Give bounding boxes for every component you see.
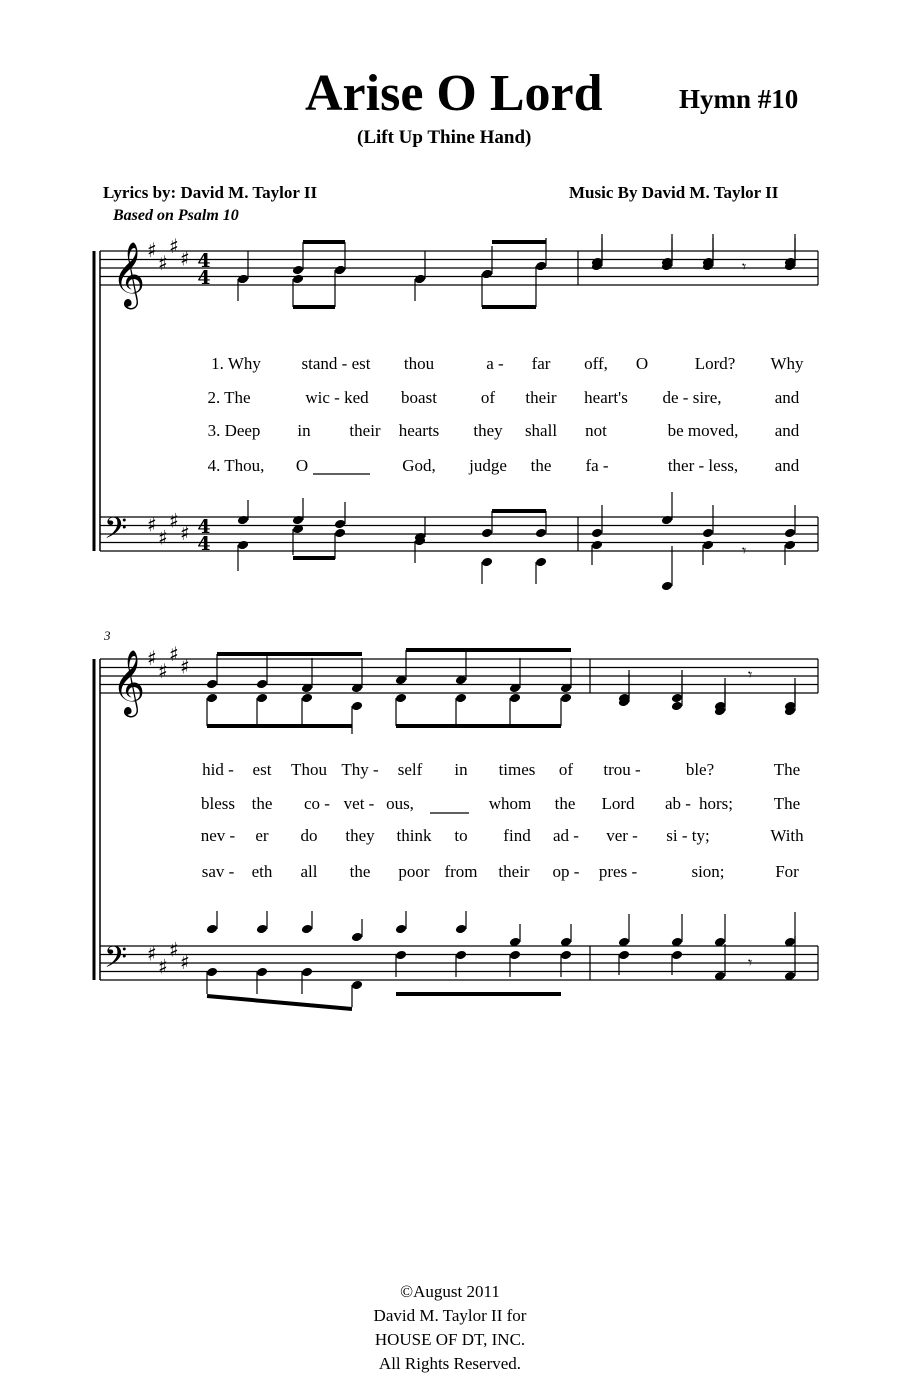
notehead <box>535 261 547 272</box>
lyric-syllable: Why <box>770 354 804 373</box>
notehead <box>455 950 467 961</box>
sharp-icon: ♯ <box>169 508 179 533</box>
lyric-syllable: judge <box>469 456 507 475</box>
notehead <box>535 557 547 568</box>
hymn-title: Arise O Lord <box>305 65 603 122</box>
notehead <box>301 924 313 935</box>
sharp-icon: ♯ <box>169 641 179 666</box>
lyric-syllable: a - <box>486 354 504 373</box>
lyric-syllable: eth <box>251 862 273 881</box>
notehead <box>334 528 346 539</box>
bass-clef-icon: 𝄢 <box>104 512 128 554</box>
lyric-syllable: nev - <box>200 826 236 845</box>
hymn-number: Hymn #10 <box>679 84 799 114</box>
notehead <box>702 528 714 539</box>
time-signature-bottom: 4 <box>197 267 211 289</box>
lyric-syllable: not <box>585 421 607 440</box>
notehead <box>671 693 683 704</box>
eighth-rest-icon: 𝄾 <box>748 665 753 684</box>
notehead <box>560 950 572 961</box>
lyric-syllable: With <box>770 826 804 845</box>
notehead <box>702 540 714 551</box>
lyric-syllable: 4. Thou, <box>207 456 265 475</box>
lyric-syllable: find <box>503 826 531 845</box>
lyric-syllable: The <box>773 794 801 813</box>
lyrics-credit: Lyrics by: David M. Taylor II <box>103 183 318 202</box>
notehead <box>351 932 363 943</box>
notehead <box>206 679 218 690</box>
copyright-footer <box>0 1280 900 1376</box>
lyric-syllable: O <box>295 456 309 475</box>
lyric-syllable: er <box>255 826 269 845</box>
notehead <box>206 693 218 704</box>
lyric-syllable: the <box>554 794 576 813</box>
lyric-syllable: 2. The <box>207 388 251 407</box>
notehead <box>301 693 313 704</box>
notehead <box>395 924 407 935</box>
note-beam <box>207 996 352 1009</box>
notehead <box>256 679 268 690</box>
copyright-line: ©August 2011 <box>400 1282 500 1301</box>
lyric-syllable: their <box>525 388 557 407</box>
lyric-syllable: and <box>774 388 800 407</box>
lyric-syllable: in <box>454 760 468 779</box>
lyric-syllable: fa - <box>585 456 609 475</box>
notehead <box>455 924 467 935</box>
lyric-syllable: ous, <box>386 794 414 813</box>
lyric-syllable: God, <box>402 456 436 475</box>
bass-clef-icon: 𝄢 <box>104 941 128 983</box>
sharp-icon: ♯ <box>158 250 168 275</box>
notehead <box>256 693 268 704</box>
lyric-syllable: ther - less, <box>667 456 739 475</box>
notehead <box>591 528 603 539</box>
notehead <box>414 274 426 285</box>
lyric-syllable: ad - <box>553 826 579 845</box>
notehead <box>509 693 521 704</box>
lyric-syllable: The <box>773 760 801 779</box>
lyric-syllable: sav - <box>201 862 235 881</box>
notehead <box>671 950 683 961</box>
lyric-syllable: trou - <box>603 760 641 779</box>
lyric-syllable: hearts <box>398 421 440 440</box>
treble-clef-icon: 𝄞 <box>112 242 146 307</box>
eighth-rest-icon: 𝄾 <box>742 541 747 560</box>
lyric-syllable: of <box>558 760 574 779</box>
lyric-syllable: far <box>531 354 551 373</box>
notehead <box>292 274 304 285</box>
notehead <box>237 515 249 526</box>
lyric-syllable: the <box>251 794 273 813</box>
lyric-syllable: wic - ked <box>305 388 369 407</box>
lyric-syllable: they <box>345 826 375 845</box>
lyric-syllable: their <box>498 862 530 881</box>
treble-clef-icon: 𝄞 <box>112 650 146 715</box>
lyric-syllable: Thou <box>291 760 327 779</box>
lyric-syllable: heart's <box>584 388 628 407</box>
notehead <box>334 519 346 530</box>
notehead <box>455 693 467 704</box>
hymn-subtitle: (Lift Up Thine Hand) <box>357 127 532 148</box>
lyric-syllable: they <box>473 421 503 440</box>
notehead <box>351 701 363 712</box>
lyric-syllable: bless <box>201 794 235 813</box>
lyric-syllable: and <box>774 421 800 440</box>
sharp-icon: ♯ <box>158 954 168 979</box>
lyric-syllable: in <box>297 421 311 440</box>
lyric-syllable: times <box>498 760 536 779</box>
lyric-syllable: Thy - <box>341 760 379 779</box>
notehead <box>334 265 346 276</box>
notehead <box>206 924 218 935</box>
music-credit: Music By David M. Taylor II <box>569 183 779 202</box>
notehead <box>481 269 493 280</box>
lyric-syllable: whom <box>488 794 532 813</box>
lyric-syllable: the <box>349 862 371 881</box>
sharp-icon: ♯ <box>180 246 190 271</box>
lyric-syllable: 3. Deep <box>207 421 261 440</box>
notehead <box>661 581 673 592</box>
notehead <box>618 950 630 961</box>
sharp-icon: ♯ <box>169 937 179 962</box>
lyric-syllable: self <box>397 760 423 779</box>
lyric-syllable: all <box>300 862 318 881</box>
notehead <box>481 528 493 539</box>
notehead <box>206 967 218 978</box>
basis-note: Based on Psalm 10 <box>113 207 239 224</box>
lyric-syllable: hors; <box>699 794 733 813</box>
notehead <box>560 693 572 704</box>
notehead <box>784 540 796 551</box>
notehead <box>256 967 268 978</box>
sharp-icon: ♯ <box>180 654 190 679</box>
lyric-syllable: co - <box>304 794 330 813</box>
lyric-syllable: the <box>530 456 552 475</box>
lyric-syllable: Lord <box>601 794 635 813</box>
notehead <box>292 515 304 526</box>
measure-number: 3 <box>104 628 111 643</box>
lyric-syllable: to <box>454 826 468 845</box>
notehead <box>237 274 249 285</box>
notehead <box>237 540 249 551</box>
notehead <box>591 540 603 551</box>
eighth-rest-icon: 𝄾 <box>748 953 753 972</box>
time-signature-top: 4 <box>197 250 211 272</box>
lyric-syllable: ab - <box>665 794 691 813</box>
lyric-syllable: ble? <box>685 760 715 779</box>
lyric-syllable: of <box>480 388 496 407</box>
lyric-syllable: thou <box>403 354 435 373</box>
lyric-syllable: shall <box>524 421 558 440</box>
time-signature-bottom: 4 <box>197 533 211 555</box>
sharp-icon: ♯ <box>147 646 157 670</box>
copyright-line: HOUSE OF DT, INC. <box>374 1330 526 1349</box>
lyric-syllable: Lord? <box>694 354 736 373</box>
notehead <box>395 950 407 961</box>
lyric-syllable: pres - <box>598 862 638 881</box>
sharp-icon: ♯ <box>147 512 157 537</box>
lyric-syllable: op - <box>552 862 580 881</box>
lyric-syllable: stand - est <box>301 354 371 373</box>
lyric-syllable: be moved, <box>667 421 739 440</box>
lyric-syllable: vet - <box>343 794 375 813</box>
sharp-icon: ♯ <box>147 941 157 966</box>
lyric-syllable: hid - <box>202 760 234 779</box>
lyric-syllable: boast <box>401 388 437 407</box>
notehead <box>301 967 313 978</box>
lyric-syllable: For <box>775 862 799 881</box>
lyric-syllable: est <box>252 760 272 779</box>
lyric-syllable: O <box>635 354 649 373</box>
sharp-icon: ♯ <box>180 521 190 545</box>
time-signature-top: 4 <box>197 516 211 538</box>
lyric-syllable: si - ty; <box>666 826 710 845</box>
sharp-icon: ♯ <box>180 950 190 974</box>
notehead <box>535 528 547 539</box>
notehead <box>661 515 673 526</box>
lyric-syllable: from <box>444 862 478 881</box>
notehead <box>671 701 683 712</box>
lyric-syllable: and <box>774 456 800 475</box>
notehead <box>395 693 407 704</box>
lyric-syllable: 1. Why <box>211 354 261 373</box>
notehead <box>256 924 268 935</box>
copyright-line: All Rights Reserved. <box>378 1354 522 1373</box>
notehead <box>509 950 521 961</box>
sharp-icon: ♯ <box>169 233 179 258</box>
lyric-syllable: poor <box>398 862 430 881</box>
eighth-rest-icon: 𝄾 <box>742 257 747 276</box>
notehead <box>351 980 363 991</box>
lyric-syllable: ver - <box>606 826 638 845</box>
sharp-icon: ♯ <box>158 525 168 550</box>
lyric-syllable: sion; <box>691 862 725 881</box>
copyright-line: David M. Taylor II for <box>373 1306 527 1325</box>
lyric-syllable: think <box>396 826 432 845</box>
notehead <box>481 557 493 568</box>
lyric-syllable: do <box>300 826 318 845</box>
sharp-icon: ♯ <box>147 238 157 262</box>
sharp-icon: ♯ <box>158 658 168 683</box>
lyric-syllable: de - sire, <box>662 388 722 407</box>
lyric-syllable: off, <box>584 354 608 373</box>
lyric-syllable: their <box>349 421 381 440</box>
notehead <box>292 265 304 276</box>
notehead <box>784 528 796 539</box>
